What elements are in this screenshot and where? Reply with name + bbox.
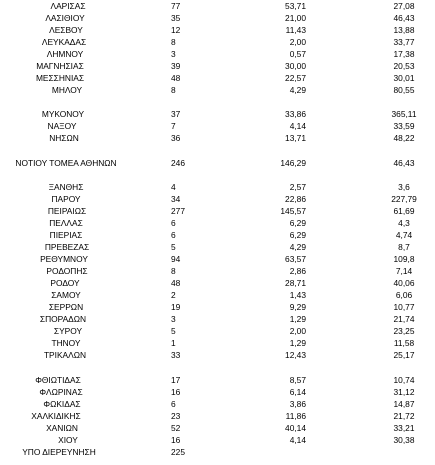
secondary-value: 33,21 [393,423,415,433]
table-row [0,410,435,422]
rate-value: 145,57 [280,206,306,216]
case-count: 34 [171,194,181,204]
rate-value: 6,29 [289,230,306,240]
rate-value: 3,86 [289,399,306,409]
secondary-value: 6,06 [395,290,413,300]
case-count: 6 [171,218,176,228]
region-name: ΧΑΛΚΙΔΙΚΗΣ [31,411,81,421]
region-name: ΜΕΣΣΗΝΙΑΣ [35,73,85,83]
region-name: ΛΗΜΝΟΥ [46,49,84,59]
case-count: 77 [171,1,181,11]
rate-value: 53,71 [285,1,306,11]
rate-value: 28,71 [285,278,306,288]
table-row [0,0,435,12]
case-count: 39 [171,61,181,71]
rate-value: 40,14 [285,423,306,433]
rate-value: 33,86 [285,109,306,119]
table-row [0,265,435,277]
table-row [0,157,435,169]
region-name: ΣΥΡΟΥ [53,326,83,336]
region-name: ΛΑΡΙΣΑΣ [50,1,86,11]
case-count: 3 [171,314,176,324]
secondary-value: 10,77 [393,302,415,312]
secondary-value: 365,11 [391,109,417,119]
case-count: 36 [171,133,181,143]
region-name: ΣΑΜΟΥ [51,290,81,300]
region-name: ΠΕΙΡΑΙΩΣ [47,206,87,216]
case-count: 94 [171,254,181,264]
secondary-value: 21,72 [393,411,415,421]
rate-value: 4,14 [289,435,306,445]
rate-value: 30,00 [285,61,306,71]
table-row [0,422,435,434]
rate-value: 146,29 [280,158,306,168]
region-name: ΡΟΔΟΥ [50,278,80,288]
table-row [0,193,435,205]
table-row [0,205,435,217]
table-row [0,313,435,325]
table-row [0,374,435,386]
region-name: ΠΙΕΡΙΑΣ [49,230,83,240]
case-count: 17 [171,375,181,385]
table-row [0,120,435,132]
rate-value: 1,29 [289,314,306,324]
secondary-value: 30,38 [393,435,415,445]
case-count: 23 [171,411,181,421]
case-count: 33 [171,350,181,360]
secondary-value: 33,59 [393,121,415,131]
region-name: ΤΡΙΚΑΛΩΝ [43,350,87,360]
secondary-value: 3,6 [398,182,410,192]
region-name: ΦΛΩΡΙΝΑΣ [39,387,83,397]
rate-value: 13,71 [285,133,306,143]
secondary-value: 33,77 [393,37,415,47]
secondary-value: 8,7 [398,242,410,252]
secondary-value: 10,74 [393,375,415,385]
rate-value: 9,29 [289,302,306,312]
region-name: ΝΑΞΟΥ [47,121,77,131]
secondary-value: 30,01 [393,73,415,83]
secondary-value: 109,8 [393,254,415,264]
rate-value: 2,86 [289,266,306,276]
secondary-value: 25,17 [393,350,415,360]
case-count: 37 [171,109,181,119]
secondary-value: 21,74 [393,314,415,324]
secondary-value: 61,69 [393,206,415,216]
rate-value: 1,43 [289,290,306,300]
case-count: 6 [171,399,176,409]
case-count: 19 [171,302,181,312]
secondary-value: 23,25 [393,326,415,336]
table-row [0,60,435,72]
table-row [0,325,435,337]
table-row [0,386,435,398]
region-name: ΤΗΝΟΥ [51,338,81,348]
case-count: 246 [171,158,185,168]
rate-value: 4,29 [289,242,306,252]
secondary-value: 27,08 [393,1,415,11]
table-row [0,229,435,241]
case-count: 8 [171,266,176,276]
case-count: 35 [171,13,181,23]
secondary-value: 4,74 [395,230,413,240]
secondary-value: 14,87 [393,399,415,409]
case-count: 8 [171,37,176,47]
table-row [0,277,435,289]
table-row [0,301,435,313]
case-count: 16 [171,387,181,397]
case-count: 52 [171,423,181,433]
case-count: 5 [171,326,176,336]
region-name: ΠΕΛΛΑΣ [49,218,83,228]
rate-value: 11,43 [285,25,306,35]
region-name: ΡΕΘΥΜΝΟΥ [40,254,88,264]
region-name: ΛΕΣΒΟΥ [49,25,83,35]
region-name: ΣΕΡΡΩΝ [48,302,84,312]
table-row [0,84,435,96]
table-row [0,24,435,36]
rate-value: 6,29 [289,218,306,228]
table-row [0,36,435,48]
secondary-value: 7,14 [395,266,413,276]
region-name: ΛΕΥΚΑΔΑΣ [41,37,87,47]
rate-value: 8,57 [289,375,306,385]
rate-value: 22,86 [285,194,306,204]
case-count: 225 [171,447,185,457]
region-name: ΧΑΝΙΩΝ [46,423,78,433]
rate-value: 12,43 [285,350,306,360]
rate-value: 1,29 [289,338,306,348]
table-row [0,72,435,84]
case-count: 12 [171,25,181,35]
region-name: ΜΑΓΝΗΣΙΑΣ [36,61,84,71]
rate-value: 2,00 [289,37,306,47]
region-name: ΠΡΕΒΕΖΑΣ [44,242,90,252]
secondary-value: 48,22 [393,133,415,143]
case-count: 4 [171,182,176,192]
rate-value: 11,86 [285,411,306,421]
region-name: ΡΟΔΟΠΗΣ [46,266,88,276]
secondary-value: 11,58 [393,338,415,348]
case-count: 2 [171,290,176,300]
table-row [0,337,435,349]
region-name: ΞΑΝΘΗΣ [48,182,84,192]
rate-value: 4,14 [289,121,306,131]
secondary-value: 46,43 [393,13,415,23]
case-count: 5 [171,242,176,252]
rate-value: 2,00 [289,326,306,336]
secondary-value: 31,12 [393,387,415,397]
rate-value: 2,57 [289,182,306,192]
secondary-value: 4,3 [398,218,410,228]
table-row [0,253,435,265]
case-count: 6 [171,230,176,240]
region-name: ΝΟΤΙΟΥ ΤΟΜΕΑ ΑΘΗΝΩΝ [15,158,117,168]
secondary-value: 80,55 [393,85,415,95]
table-row [0,108,435,120]
case-count: 48 [171,278,181,288]
table-row [0,349,435,361]
rate-value: 22,57 [285,73,306,83]
table-row [0,434,435,446]
case-count: 3 [171,49,176,59]
region-name: ΝΗΣΩΝ [49,133,79,143]
region-name: ΛΑΣΙΘΙΟΥ [45,13,85,23]
rate-value: 4,29 [289,85,306,95]
rate-value: 6,14 [289,387,306,397]
region-name: ΧΙΟΥ [58,435,78,445]
secondary-value: 227,79 [391,194,417,204]
case-count: 1 [171,338,176,348]
case-count: 7 [171,121,176,131]
region-name: ΦΘΙΩΤΙΔΑΣ [35,375,81,385]
table-row [0,12,435,24]
rate-value: 0,57 [289,49,306,59]
secondary-value: 46,43 [393,158,415,168]
region-name: ΣΠΟΡΑΔΩΝ [39,314,87,324]
case-count: 277 [171,206,185,216]
secondary-value: 20,53 [393,61,415,71]
table-row [0,132,435,144]
case-count: 16 [171,435,181,445]
secondary-value: 40,06 [393,278,415,288]
region-name: ΠΑΡΟΥ [51,194,81,204]
secondary-value: 17,38 [393,49,415,59]
table-row [0,446,435,458]
table-row [0,289,435,301]
region-name: ΜΥΚΟΝΟΥ [41,109,85,119]
table-row [0,181,435,193]
region-name: ΥΠΟ ΔΙΕΡΕΥΝΗΣΗ [22,447,96,457]
table-row [0,398,435,410]
rate-value: 21,00 [285,13,306,23]
secondary-value: 13,88 [393,25,415,35]
table-row [0,241,435,253]
case-count: 8 [171,85,176,95]
table-row [0,48,435,60]
region-name: ΜΗΛΟΥ [51,85,83,95]
rate-value: 63,57 [285,254,306,264]
case-count: 48 [171,73,181,83]
table-row [0,217,435,229]
region-name: ΦΩΚΙΔΑΣ [43,399,81,409]
